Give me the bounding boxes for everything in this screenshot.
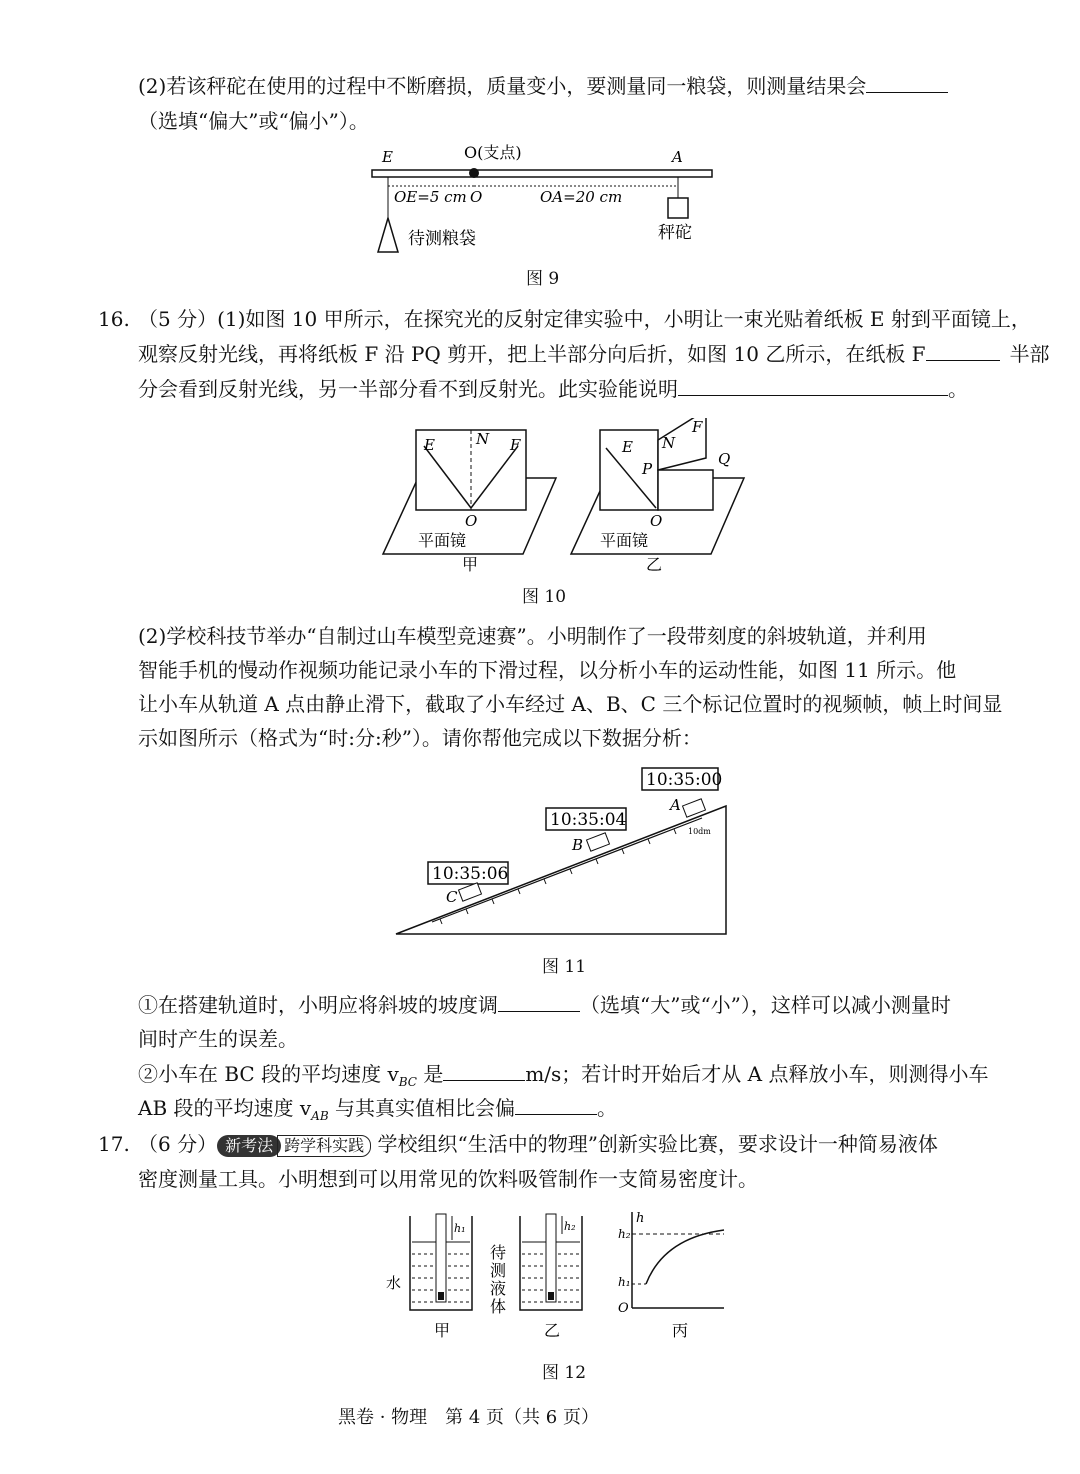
- tag-interdisciplinary: 跨学科实践: [277, 1135, 371, 1157]
- label-h-axis: h: [636, 1211, 645, 1226]
- figure-12-hydrometer: [384, 1208, 744, 1348]
- label-f: F: [510, 436, 521, 454]
- q17-line2: 密度测量工具。小明想到可以用常见的饮料吸管制作一支简易密度计。: [138, 1167, 758, 1191]
- answer-blank[interactable]: [678, 377, 948, 396]
- sub1-line1: ①在搭建轨道时，小明应将斜坡的坡度调 （选填“大”或“小”），这样可以减小测量时: [138, 993, 951, 1017]
- label-q: Q: [718, 450, 731, 468]
- answer-blank[interactable]: [498, 993, 580, 1012]
- tag-new-method: 新考法: [217, 1135, 281, 1157]
- label-b: B: [572, 836, 584, 854]
- time-a: 10:35:00: [646, 770, 723, 790]
- q16-line1: （5 分）(1)如图 10 甲所示，在探究光的反射定律实验中，小明让一束光贴着纸板 E 射到平面镜上，: [138, 307, 1031, 331]
- figure-12-caption: 图 12: [542, 1363, 587, 1383]
- label-f: F: [692, 418, 703, 436]
- answer-blank[interactable]: [926, 342, 1000, 361]
- q15-part2-line2: （选填“偏大”或“偏小”）。: [138, 109, 369, 133]
- label-water: 水: [386, 1274, 402, 1292]
- label-e: E: [424, 436, 435, 454]
- label-oa: OA=20 cm: [540, 188, 623, 206]
- q15-part2-line1: (2)若该秤砣在使用的过程中不断磨损，质量变小，要测量同一粮袋，则测量结果会: [138, 72, 948, 100]
- label-mirror: 平面镜: [418, 531, 467, 550]
- label-e: E: [622, 438, 633, 456]
- label-o: O: [465, 512, 478, 530]
- answer-blank[interactable]: [866, 74, 948, 93]
- label-bag: 待测粮袋: [408, 229, 476, 249]
- label-mirror: 平面镜: [600, 531, 649, 550]
- curve-h: [646, 1230, 724, 1284]
- time-b: 10:35:04: [550, 810, 627, 830]
- q17-line1: （6 分） 新考法 跨学科实践 学校组织“生活中的物理”创新实验比赛，要求设计一种简易液体: [138, 1132, 938, 1156]
- cart-a-icon: [683, 799, 706, 817]
- q16-part2-line3: 让小车从轨道 A 点由静止滑下，截取了小车经过 A、B、C 三个标记位置时的视频帧，帧上时间显: [138, 692, 1003, 716]
- figure-9-caption: 图 9: [526, 269, 560, 289]
- q16-line3: 分会看到反射光线，另一半部分看不到反射光。此实验能说明 。: [138, 377, 968, 401]
- label-h2: h₂: [564, 1220, 576, 1233]
- q16-line2: 观察反射光线，再将纸板 F 沿 PQ 剪开，把上半部分向后折，如图 10 乙所示，在纸板 F 半部: [138, 342, 1050, 366]
- label-jia: 甲: [434, 1321, 451, 1340]
- label-h1: h₁: [454, 1222, 466, 1235]
- figure-10-reflection: [378, 418, 758, 578]
- label-a: A: [670, 796, 681, 814]
- label-n: N: [662, 434, 676, 452]
- label-jia: 甲: [462, 555, 479, 574]
- label-weight: 秤砣: [658, 223, 692, 243]
- cart-b-icon: [587, 833, 610, 851]
- time-c: 10:35:06: [432, 864, 509, 884]
- q16-number: 16.: [98, 307, 130, 331]
- label-unit: 10dm: [688, 827, 711, 836]
- label-yi: 乙: [646, 555, 663, 574]
- figure-11-caption: 图 11: [542, 957, 587, 977]
- figure-10-caption: 图 10: [522, 587, 567, 607]
- label-h1-axis: h₁: [618, 1275, 631, 1289]
- figure-11-incline: [392, 766, 732, 938]
- label-o: O: [470, 188, 483, 206]
- label-n: N: [476, 430, 490, 448]
- label-a: A: [672, 148, 683, 166]
- q16-part2-line2: 智能手机的慢动作视频功能记录小车的下滑过程，以分析小车的运动性能，如图 11 所示。他: [138, 658, 957, 682]
- grain-bag-icon: [378, 218, 398, 252]
- cart-c-icon: [459, 883, 482, 901]
- q16-part2-line4: 示如图所示（格式为“时:分:秒”）。请你帮他完成以下数据分析：: [138, 726, 702, 750]
- answer-blank[interactable]: [443, 1062, 525, 1081]
- label-yi: 乙: [544, 1321, 561, 1340]
- q16-part2-line1: (2)学校科技节举办“自制过山车模型竞速赛”。小明制作了一段带刻度的斜坡轨道，并利用: [138, 624, 927, 648]
- label-o: O: [650, 512, 663, 530]
- label-oe: OE=5 cm: [394, 188, 467, 206]
- label-e: E: [382, 148, 393, 166]
- label-p: P: [642, 460, 653, 478]
- sub2-line2: AB 段的平均速度 $v_{AB}$ 与其真实值相比会偏 。: [138, 1096, 617, 1123]
- label-origin: O: [618, 1301, 629, 1316]
- weight-icon: [668, 198, 688, 218]
- figure-9-steelyard: [360, 140, 730, 260]
- label-bing: 丙: [672, 1321, 689, 1340]
- label-liquid: 待测液体: [490, 1243, 507, 1316]
- label-fulcrum: O(支点): [464, 143, 522, 162]
- answer-blank[interactable]: [515, 1096, 597, 1115]
- q17-number: 17.: [98, 1132, 130, 1156]
- sub1-line2: 间时产生的误差。: [138, 1027, 298, 1051]
- page-footer: 黑卷 · 物理 第 4 页（共 6 页）: [338, 1407, 599, 1428]
- label-c: C: [446, 888, 458, 906]
- label-h2-axis: h₂: [618, 1227, 631, 1241]
- sub2-line1: ②小车在 BC 段的平均速度 $v_{BC}$ 是 m/s；若计时开始后才从 A 点释放小车，则测得小车: [138, 1062, 989, 1089]
